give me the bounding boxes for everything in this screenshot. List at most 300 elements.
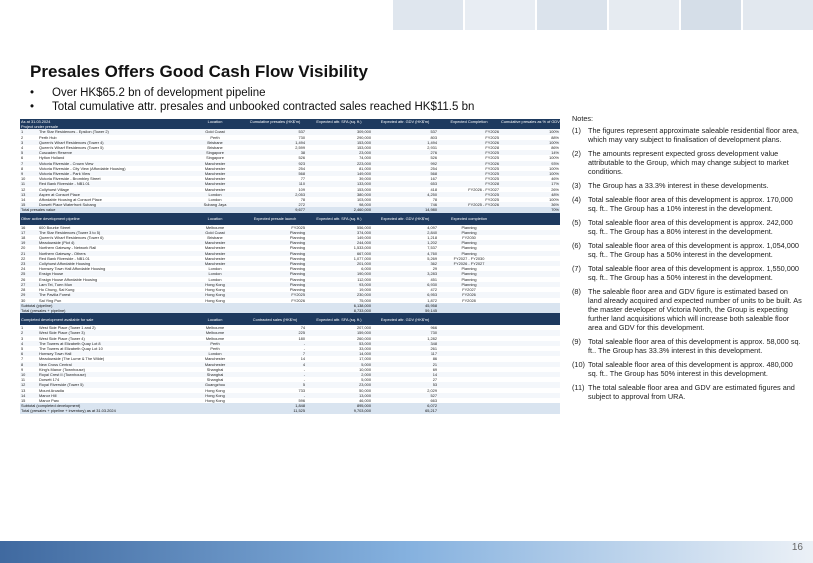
bottom-decoration xyxy=(0,541,813,563)
table-cell: Hong Kong xyxy=(186,292,244,297)
table-cell: Melbourne xyxy=(186,336,244,341)
table-cell: 2,840 xyxy=(372,230,438,235)
table-cell: 167 xyxy=(372,176,438,181)
table-cell: 4,097 xyxy=(372,225,438,230)
note-number: (3) xyxy=(572,181,581,190)
note-text: The saleable floor area and GDV figure is estimated based on land already acquired and expected number of units to be built. As the master developer of Victoria North, the Group is expecting further land acquisitions which will increase both saleable floor area and GDV for this development. xyxy=(588,287,802,332)
table-cell: 3 xyxy=(20,336,38,341)
table-cell: 20 xyxy=(20,245,38,250)
table-cell: 3 xyxy=(20,140,38,145)
table-cell: Brisbane xyxy=(186,140,244,145)
table-cell: Manchester xyxy=(186,245,244,250)
table-cell: Brisbane xyxy=(186,145,244,150)
table-cell: FY2028 xyxy=(438,145,500,150)
table-cell: 15 xyxy=(20,398,38,403)
table-cell: - xyxy=(244,393,306,398)
table-cell: London xyxy=(186,266,244,271)
column-header: Expected completion xyxy=(438,213,500,225)
table-cell: 537 xyxy=(372,129,438,134)
table-cell: 4,760 xyxy=(372,251,438,256)
note-text: The amounts represent expected gross development value attributable to the Group, which may change subject to market conditions. xyxy=(588,149,789,176)
table-cell: Hong Kong xyxy=(186,393,244,398)
table-cell: Planning xyxy=(244,230,306,235)
table-cell: 2 xyxy=(20,135,38,140)
table-cell: 8 xyxy=(20,362,38,367)
column-header: Expected attr. SFA (sq. ft.) xyxy=(306,313,372,325)
table-cell: 18 xyxy=(20,235,38,240)
table-cell: 5 xyxy=(20,346,38,351)
table-cell: Planning xyxy=(438,245,500,250)
table-cell: 9 xyxy=(20,367,38,372)
note-text: Total saleable floor area of this development is approx. 170,000 sq. ft.. The Group has a 10% interest in the development. xyxy=(588,195,793,213)
table-cell: Planning xyxy=(438,271,500,276)
table-cell: 109 xyxy=(244,187,306,192)
table-cell: 98,000 xyxy=(306,202,372,207)
table-cell: 2,029 xyxy=(372,388,438,393)
header-spacer xyxy=(500,213,560,225)
note-text: Total saleable floor area of this development is approx. 58,000 sq. ft.. The Group has 33.3% interest in this development. xyxy=(588,337,801,355)
table-cell: Gold Coast xyxy=(186,129,244,134)
table-cell: 568 xyxy=(372,171,438,176)
table-cell: 74 xyxy=(244,325,306,330)
table-cell: 7 xyxy=(244,351,306,356)
table-cell: 4 xyxy=(20,145,38,150)
table-cell: Ho Chung, Sai Kung xyxy=(38,287,186,292)
table-cell: Mount Arcadia xyxy=(38,388,186,393)
table-cell: Perth xyxy=(186,341,244,346)
table-cell: Brisbane xyxy=(186,235,244,240)
table-cell: 69 xyxy=(372,367,438,372)
table-cell: 19 xyxy=(20,240,38,245)
table-cell: FY2025 - FY2026 xyxy=(438,202,500,207)
bullet-presales: • Total cumulative attr. presales and unbooked contracted sales reached HK$11.5 bn xyxy=(30,100,474,114)
table-cell: 74,000 xyxy=(306,155,372,160)
table-cell: 7 xyxy=(20,356,38,361)
table-cell: Collyhurst Village xyxy=(38,187,186,192)
total-cell: 895,000 xyxy=(306,403,372,408)
table-cell: FY2025 xyxy=(244,225,306,230)
table-cell: Planning xyxy=(244,271,306,276)
table-cell: FY2025 xyxy=(438,192,500,197)
total-label: Total (presales + pipeline + inventory) as at 31.03.2024 xyxy=(20,408,244,413)
table-cell: 27 xyxy=(372,377,438,382)
table-cell: 93,000 xyxy=(306,282,372,287)
table-cell: Singapore xyxy=(186,150,244,155)
table-cell: - xyxy=(244,372,306,377)
total-cell: 2,460,000 xyxy=(306,207,372,212)
table-cell: King's Manor (Townhouse) xyxy=(38,367,186,372)
table-cell: 11 xyxy=(20,377,38,382)
table-cell: 276 xyxy=(372,150,438,155)
table-cell: Manchester xyxy=(186,181,244,186)
column-header: Contracted sales (HK$'m) xyxy=(244,313,306,325)
table-cell: Manchester xyxy=(186,161,244,166)
note-number: (10) xyxy=(572,360,585,369)
table-cell: 309,000 xyxy=(306,129,372,134)
table-cell: Manchester xyxy=(186,256,244,261)
table-cell: 159,000 xyxy=(306,330,372,335)
page-number: 16 xyxy=(791,542,803,553)
table-cell: 803 xyxy=(372,135,438,140)
table-cell: Shanghai xyxy=(186,372,244,377)
table-cell: 2,931 xyxy=(372,145,438,150)
table-cell: 526 xyxy=(372,155,438,160)
table-cell: Ensign House Affordable Housing xyxy=(38,277,186,282)
table-cell: 27 xyxy=(20,282,38,287)
note-text: Total saleable floor area of this development is approx. 242,000 sq. ft.. The Group has a 80% interest in the development. xyxy=(588,218,793,236)
total-cell: 9,703,000 xyxy=(306,408,372,413)
table-cell: Victoria Riverside - Brombley Street xyxy=(38,176,186,181)
table-cell: Manchester xyxy=(186,171,244,176)
table-cell: 25 xyxy=(20,271,38,276)
table-cell: 596 xyxy=(244,398,306,403)
table-cell: 7,537 xyxy=(372,245,438,250)
note-number: (1) xyxy=(572,126,581,135)
table-cell: 100% xyxy=(500,155,560,160)
note-number: (11) xyxy=(572,383,585,392)
table-cell: Meadowside (Plot 4) xyxy=(38,240,186,245)
empty-cell xyxy=(438,408,560,413)
table-cell: 1,218 xyxy=(372,235,438,240)
note-text: The Group has a 33.3% interest in these developments. xyxy=(588,181,769,190)
table-cell: 1,533,000 xyxy=(306,245,372,250)
table-cell: Perth xyxy=(186,346,244,351)
table-cell: 46% xyxy=(500,176,560,181)
table-cell: 1,872 xyxy=(372,298,438,303)
table-cell: FY2026 - FY2027 xyxy=(438,187,500,192)
table-cell: Northern Gateway - Others xyxy=(38,251,186,256)
table-cell: 153,000 xyxy=(306,145,372,150)
table-cell: London xyxy=(186,271,244,276)
table-cell: 21 xyxy=(372,362,438,367)
table-cell: 730 xyxy=(372,330,438,335)
table-cell: - xyxy=(244,341,306,346)
table-cell: FY2025 xyxy=(438,166,500,171)
table-cell: The Star Residences (Tower 3 to 5) xyxy=(38,230,186,235)
table-cell: Shanghai xyxy=(186,377,244,382)
note-number: (9) xyxy=(572,337,581,346)
table-cell: 77 xyxy=(244,176,306,181)
table-cell: Hornsey Town Hall Affordable Housing xyxy=(38,266,186,271)
table-cell: Affordable Housing at Consort Place xyxy=(38,197,186,202)
table-cell: FY2030 xyxy=(438,235,500,240)
table-cell: 48% xyxy=(500,192,560,197)
table-cell: 7 xyxy=(20,161,38,166)
table-cell: 190,000 xyxy=(306,271,372,276)
table-cell: 600 Bourke Street xyxy=(38,225,186,230)
table-cell: 2,599 xyxy=(244,145,306,150)
section-title: Other active development pipeline xyxy=(20,213,186,225)
table-cell: Cuscaden Reserve xyxy=(38,150,186,155)
table-cell: FY2028 xyxy=(438,298,500,303)
column-header: Location xyxy=(186,313,244,325)
table-cell: Royal Crest II (Townhouse) xyxy=(38,372,186,377)
table-cell: 14 xyxy=(372,372,438,377)
table-cell: 6 xyxy=(20,155,38,160)
section2-header-row xyxy=(20,213,560,225)
table-cell: 19,000 xyxy=(306,287,372,292)
table-cell: 1,282 xyxy=(372,336,438,341)
note-number: (8) xyxy=(572,287,581,296)
table-cell: 3,283 xyxy=(372,271,438,276)
table-cell: 230,000 xyxy=(306,292,372,297)
table-cell: FY2025 xyxy=(438,171,500,176)
table-cell: Planning xyxy=(244,240,306,245)
table-cell: - xyxy=(244,346,306,351)
column-header: Expected attr. SFA (sq. ft.) xyxy=(306,213,372,225)
table-cell: 26% xyxy=(500,187,560,192)
section-title: Completed development available for sale xyxy=(20,313,186,325)
note-item xyxy=(572,218,802,236)
total-cell: 8,733,000 xyxy=(306,308,372,313)
column-header: Location xyxy=(186,213,244,225)
table-cell: FY2026 xyxy=(438,140,500,145)
column-header: Expected presale launch xyxy=(244,213,306,225)
table-cell: Red Bank Riverside - NB1.01 xyxy=(38,256,186,261)
note-number: (7) xyxy=(572,264,581,273)
note-item xyxy=(572,126,802,144)
table-cell: Planning xyxy=(438,251,500,256)
table-cell: 86 xyxy=(372,356,438,361)
corner-decoration xyxy=(393,0,813,30)
table-cell: FY2028 xyxy=(438,181,500,186)
table-cell: 207,000 xyxy=(306,325,372,330)
note-number: (5) xyxy=(572,218,581,227)
table-cell: 254 xyxy=(372,166,438,171)
table-cell: 30 xyxy=(20,298,38,303)
table-cell: London xyxy=(186,351,244,356)
table-cell: FY2025 xyxy=(438,135,500,140)
total-cell: 11,525 xyxy=(244,408,306,413)
section-title: Project under presale xyxy=(20,124,560,129)
table-cell: Victoria Riverside - Park View xyxy=(38,171,186,176)
table-cell: Manor Parc xyxy=(38,398,186,403)
table-cell: 5,000 xyxy=(306,362,372,367)
note-item xyxy=(572,149,802,176)
table-cell: 244,000 xyxy=(306,240,372,245)
table-cell: 472 xyxy=(372,287,438,292)
table-cell: Meadowside (The Lume & The Wilde) xyxy=(38,356,186,361)
table-cell: 201,000 xyxy=(306,261,372,266)
table-cell: 2 xyxy=(20,330,38,335)
table-cell: 10 xyxy=(20,372,38,377)
table-cell: 374,000 xyxy=(306,230,372,235)
table-cell: 29 xyxy=(20,292,38,297)
table-cell: Aspen at Consort Place xyxy=(38,192,186,197)
table-cell: 568 xyxy=(244,171,306,176)
table-cell: 14 xyxy=(244,356,306,361)
table-cell: FY2025 xyxy=(438,155,500,160)
table-cell: West Side Place (Tower 3) xyxy=(38,330,186,335)
development-table xyxy=(20,119,560,414)
table-cell: 13,000 xyxy=(306,393,372,398)
table-cell: 6,930 xyxy=(372,282,438,287)
table-cell: 16 xyxy=(20,225,38,230)
total-label: Total (presales + pipeline) xyxy=(20,308,306,313)
table-cell: 14 xyxy=(20,393,38,398)
table-cell: 39,000 xyxy=(306,176,372,181)
table-cell: 78 xyxy=(372,197,438,202)
subtotal-label: Subtotal (pipeline) xyxy=(20,303,306,308)
table-cell: 9 xyxy=(20,171,38,176)
table-cell: 537 xyxy=(244,129,306,134)
table-cell: FY2026 xyxy=(438,161,500,166)
table-cell: 100% xyxy=(500,197,560,202)
notes-heading: Notes: xyxy=(572,114,594,123)
table-cell: Perth Hub xyxy=(38,135,186,140)
column-header: Expected attr. GDV (HK$'m) xyxy=(372,119,438,124)
table-cell: Planning xyxy=(244,287,306,292)
bullet-pipeline: • Over HK$65.2 bn of development pipeline xyxy=(30,86,474,100)
table-cell: Planning xyxy=(244,256,306,261)
table-cell: New Cross Central xyxy=(38,362,186,367)
table-cell: Manor Hill xyxy=(38,393,186,398)
table-cell: 923 xyxy=(244,161,306,166)
table-cell: 1,202 xyxy=(372,240,438,245)
table-cell: 5 xyxy=(244,382,306,387)
table-cell: 14% xyxy=(500,150,560,155)
table-cell: 380,000 xyxy=(306,192,372,197)
total-label: Total presales value xyxy=(20,207,186,212)
table-cell: FY2026 xyxy=(438,292,500,297)
table-cell: Red Bank Riverside - NB1.01 xyxy=(38,181,186,186)
table-cell: 15 xyxy=(20,202,38,207)
table-cell: Dorsett Place Waterfront Subang xyxy=(38,202,186,207)
total-cell: 6,138,000 xyxy=(306,303,372,308)
table-cell: Royal Riverside (Tower 5) xyxy=(38,382,186,387)
table-cell: Planning xyxy=(244,261,306,266)
table-cell: 992 xyxy=(372,161,438,166)
note-number: (2) xyxy=(572,149,581,158)
table-cell: Queen's Wharf Residences (Tower 5) xyxy=(38,145,186,150)
table-cell: 103,000 xyxy=(306,197,372,202)
table-cell: 5,269 xyxy=(372,256,438,261)
table-cell: Manchester xyxy=(186,176,244,181)
table-cell: 272 xyxy=(244,202,306,207)
column-header: Cumulative presales as % of GDV xyxy=(501,119,560,124)
table-cell: 46,000 xyxy=(306,398,372,403)
table-cell: 23 xyxy=(20,261,38,266)
table-cell: - xyxy=(244,367,306,372)
table-cell: 180 xyxy=(244,336,306,341)
table-cell: FY2025 xyxy=(438,176,500,181)
total-cell: 70% xyxy=(500,207,560,212)
note-number: (6) xyxy=(572,241,581,250)
table-cell: Planning xyxy=(244,245,306,250)
table-cell: 29 xyxy=(372,266,438,271)
table-cell: 33,000 xyxy=(306,346,372,351)
total-cell: 1,848 xyxy=(244,403,306,408)
section3-header-row xyxy=(20,313,560,325)
column-header: Expected attr. SFA (sq. ft.) xyxy=(306,119,372,124)
table-cell: Planning xyxy=(438,230,500,235)
table-cell: 12 xyxy=(20,187,38,192)
table-cell: FY2026 - FY2027 xyxy=(438,261,500,266)
table-cell: Manchester xyxy=(186,187,244,192)
table-cell: Singapore xyxy=(186,155,244,160)
table-cell: 526 xyxy=(244,155,306,160)
table-cell: Hong Kong xyxy=(186,298,244,303)
table-cell: Melbourne xyxy=(186,325,244,330)
table-cell: 93% xyxy=(500,161,560,166)
table-cell: Planning xyxy=(438,282,500,287)
table-cell: 17,000 xyxy=(306,356,372,361)
table-cell: Shanghai xyxy=(186,367,244,372)
table-cell: 53 xyxy=(372,382,438,387)
table-cell: 23,000 xyxy=(306,150,372,155)
table-cell: Victoria Riverside - Crown View xyxy=(38,161,186,166)
note-item xyxy=(572,287,802,332)
table-cell: 88% xyxy=(500,135,560,140)
table-cell: Planning xyxy=(244,266,306,271)
table-cell: 261 xyxy=(372,346,438,351)
table-cell: Hong Kong xyxy=(186,388,244,393)
table-cell: 38 xyxy=(244,150,306,155)
table-cell: 28 xyxy=(20,287,38,292)
table-cell: Northern Gateway - Network Rail xyxy=(38,245,186,250)
table-cell: Collyhurst Affordable Housing xyxy=(38,261,186,266)
table-cell: 10 xyxy=(20,176,38,181)
total-cell: 59,145 xyxy=(372,308,438,313)
table-cell: Dorsett 174 xyxy=(38,377,186,382)
table-cell: Guangzhou xyxy=(186,382,244,387)
table-cell: Hong Kong xyxy=(186,282,244,287)
note-item xyxy=(572,264,802,282)
note-text: Total saleable floor area of this development is approx. 1,054,000 sq. ft.. The Group has a 50% interest in the development. xyxy=(588,241,799,259)
table-cell: FY2025 xyxy=(244,292,306,297)
note-text: The figures represent approximate saleable residential floor area, which may vary subject to finalisation of development plans. xyxy=(588,126,799,144)
table-cell: Manchester xyxy=(186,356,244,361)
table-cell: 117 xyxy=(372,351,438,356)
table-cell: 14,000 xyxy=(306,351,372,356)
table-cell: 4,250 xyxy=(372,192,438,197)
table-cell: Hornsey Town Hall xyxy=(38,351,186,356)
table-cell: FY2026 xyxy=(244,298,306,303)
table-cell: 12 xyxy=(20,382,38,387)
total-cell: 65,217 xyxy=(372,408,438,413)
table-cell: 223,000 xyxy=(306,161,372,166)
table-cell: Planning xyxy=(244,277,306,282)
table-cell: 4 xyxy=(244,362,306,367)
table-cell: The Star Residences - Epsilon (Tower 2) xyxy=(38,129,186,134)
table-cell: 362 xyxy=(372,261,438,266)
table-cell: 13 xyxy=(20,388,38,393)
table-cell: FY2025 xyxy=(438,197,500,202)
table-cell: 81,000 xyxy=(306,166,372,171)
table-cell: 6 xyxy=(20,351,38,356)
table-cell: Planning xyxy=(438,266,500,271)
table-cell: West Side Place (Tower 1 and 2) xyxy=(38,325,186,330)
table-cell: 17 xyxy=(20,230,38,235)
table-cell: 5,000 xyxy=(306,377,372,382)
table-cell: 24 xyxy=(20,266,38,271)
total-cell: 9,677 xyxy=(244,207,306,212)
table-cell: 1,077,000 xyxy=(306,256,372,261)
table-cell: 133,000 xyxy=(306,181,372,186)
table-cell: Planning xyxy=(244,235,306,240)
table-cell: 26 xyxy=(20,277,38,282)
column-header: Expected attr. GDV (HK$'m) xyxy=(372,313,438,325)
table-cell: 418 xyxy=(372,187,438,192)
table-cell: 153,000 xyxy=(306,187,372,192)
table-cell: 23,000 xyxy=(306,382,372,387)
table-cell: Subang Jaya xyxy=(186,202,244,207)
table-cell: 254 xyxy=(244,166,306,171)
table-cell: FY2027 xyxy=(438,287,500,292)
table-cell: 556,000 xyxy=(306,225,372,230)
table-cell: 5 xyxy=(20,150,38,155)
table-cell: 733 xyxy=(244,388,306,393)
